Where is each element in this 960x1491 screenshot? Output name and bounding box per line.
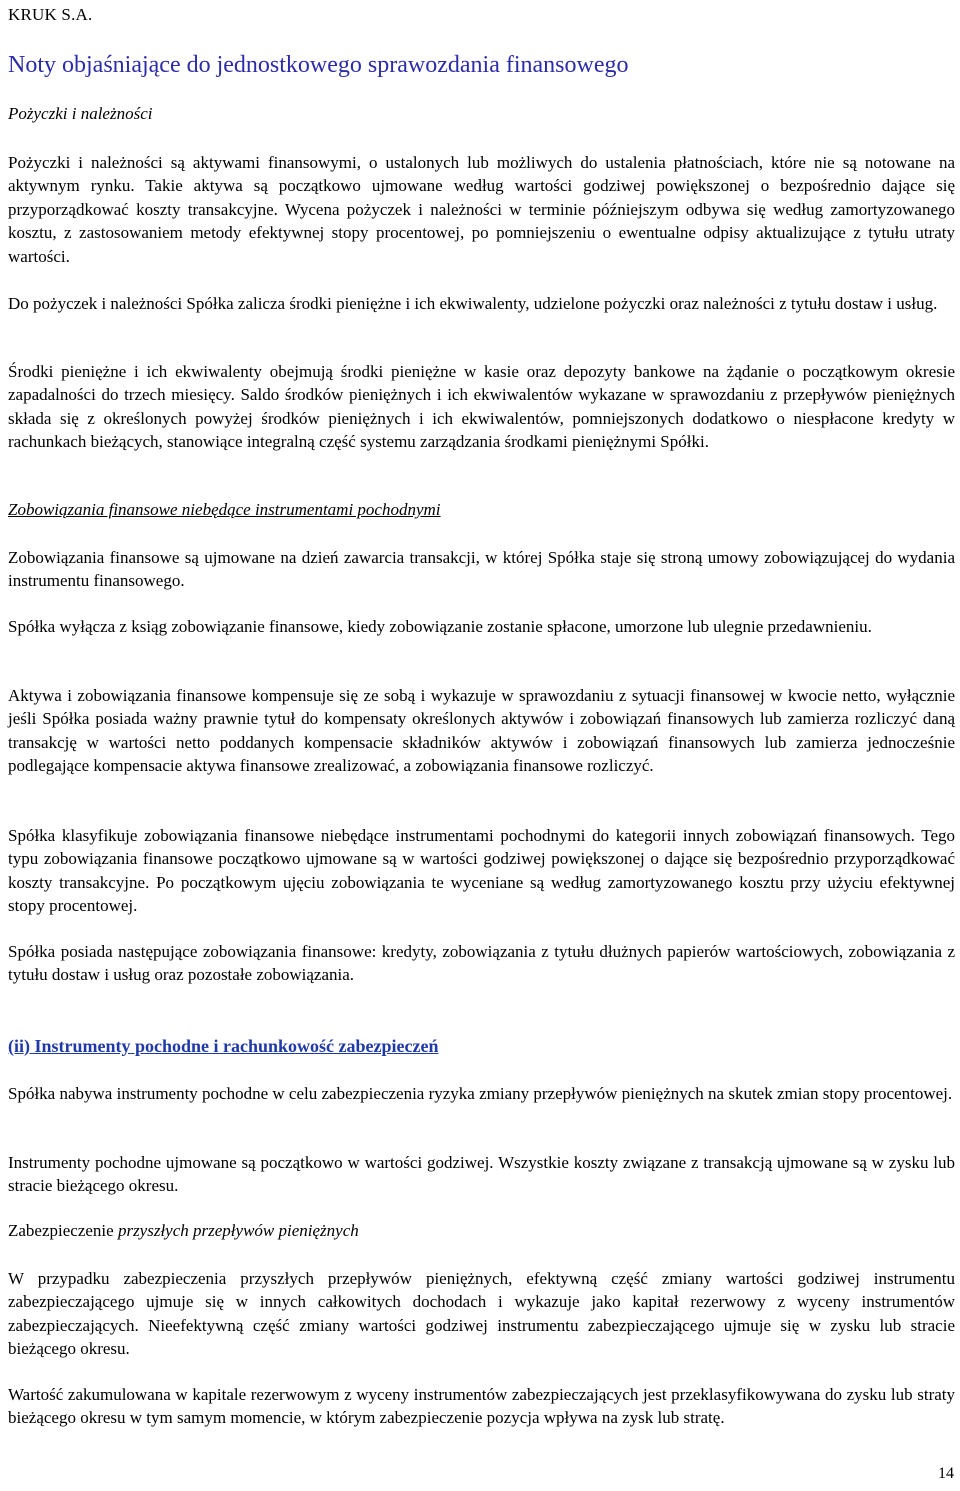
paragraph-derivatives-purpose: Spółka nabywa instrumenty pochodne w celu zabezpieczenia ryzyka zmiany przepływów pieniężnych na skutek zmian stopy procentowej. [8,1084,953,1103]
heading-part-normal: Zabezpieczenie [8,1221,114,1240]
section-heading-liabilities: Zobowiązania finansowe niebędące instrumentami pochodnymi [8,500,441,519]
paragraph-cash-equivalents: Środki pieniężne i ich ekwiwalenty obejmują środki pieniężne w kasie oraz depozyty bankowe na żądanie o początkowym okresie zapadalności do trzech miesięcy. Saldo środków pieniężnych i ich ekwiwalentów wykazane w sprawozdaniu z przepływów pieniężnych składa się z określonych powyżej środków pieniężnych i ich ekwiwalentów, pomniejszonych dodatkowo o niespłacone kredyty w rachunkach bieżących, stanowiące integralną część systemu zarządzania środkami pieniężnymi Spółki. [8,362,955,452]
page-number: 14 [938,1465,954,1482]
paragraph-liabilities-classification: Spółka klasyfikuje zobowiązania finansowe niebędące instrumentami pochodnymi do kategorii innych zobowiązań finansowych. Tego typu zobowiązania finansowe początkowo ujmowane są w wartości godziwej powiększonej o dające się bezpośrednio przyporządkować koszty transakcyjne. Po początkowym ujęciu zobowiązania te wyceniane są według zamortyzowanego kosztu przy użyciu efektywnej stopy procentowej. [8,826,955,916]
paragraph-derivatives-recognition: Instrumenty pochodne ujmowane są początkowo w wartości godziwej. Wszystkie koszty związane z transakcją ujmowane są w zysku lub stracie bieżącego okresu. [8,1153,955,1196]
paragraph-reclassification: Wartość zakumulowana w kapitale rezerwowym z wyceny instrumentów zabezpieczających jest przeklasyfikowywana do zysku lub straty bieżącego okresu w tym samym momencie, w którym zabezpieczenie pozycja wpływa na zysk lub stratę. [8,1385,955,1428]
paragraph-loans-scope: Do pożyczek i należności Spółka zalicza środki pieniężne i ich ekwiwalenty, udzielone pożyczki oraz należności z tytułu dostaw i usług. [8,294,938,313]
paragraph-cashflow-hedge: W przypadku zabezpieczenia przyszłych przepływów pieniężnych, efektywną część zmiany wartości godziwej instrumentu zabezpieczającego ujmuje się w innych całkowitych dochodach i wykazuje jako kapitał rezerwowy z wyceny instrumentów zabezpieczających. Nieefektywną część zmiany wartości godziwej instrumentu zabezpieczającego ujmuje się w zysku lub stracie bieżącego okresu. [8,1269,955,1359]
paragraph-liabilities-derecognition: Spółka wyłącza z ksiąg zobowiązanie finansowe, kiedy zobowiązanie zostanie spłacone, umorzone lub ulegnie przedawnieniu. [8,617,872,636]
section-heading-loans: Pożyczki i należności [8,104,153,123]
paragraph-offsetting: Aktywa i zobowiązania finansowe kompensuje się ze sobą i wykazuje w sprawozdaniu z sytuacji finansowej w kwocie netto, wyłącznie jeśli Spółka posiada ważny prawnie tytuł do kompensaty określonych aktywów i zobowiązań finansowych lub zamierza rozliczyć daną transakcję w wartości netto poddanych kompensacie składników aktywów i zobowiązań finansowych lub zamierza jednocześnie podlegające kompensacie aktywa finansowe zrealizować, a zobowiązania finansowe rozliczyć. [8,686,955,776]
page-title: Noty objaśniające do jednostkowego sprawozdania finansowego [8,52,629,78]
paragraph-liabilities-list: Spółka posiada następujące zobowiązania finansowe: kredyty, zobowiązania z tytułu dłużnych papierów wartościowych, zobowiązania z tytułu dostaw i usług oraz pozostałe zobowiązania. [8,942,955,985]
heading-part-italic: przyszłych przepływów pieniężnych [113,1221,359,1240]
company-name: KRUK S.A. [8,5,93,24]
section-heading-derivatives: (ii) Instrumenty pochodne i rachunkowość zabezpieczeń [8,1036,439,1056]
paragraph-loans-definition: Pożyczki i należności są aktywami finansowymi, o ustalonych lub możliwych do ustalenia płatnościach, które nie są notowane na aktywnym rynku. Takie aktywa są początkowo ujmowane według wartości godziwej powiększonej o bezpośrednio dające się przyporządkować koszty transakcyjne. Wycena pożyczek i należności w terminie późniejszym odbywa się według zamortyzowanego kosztu, z zastosowaniem metody efektywnej stopy procentowej, po pomniejszeniu o ewentualne odpisy aktualizujące z tytułu utraty wartości. [8,153,955,266]
paragraph-liabilities-recognition: Zobowiązania finansowe są ujmowane na dzień zawarcia transakcji, w której Spółka staje się stroną umowy zobowiązującej do wydania instrumentu finansowego. [8,548,955,591]
section-heading-cashflow-hedge [8,1220,359,1242]
